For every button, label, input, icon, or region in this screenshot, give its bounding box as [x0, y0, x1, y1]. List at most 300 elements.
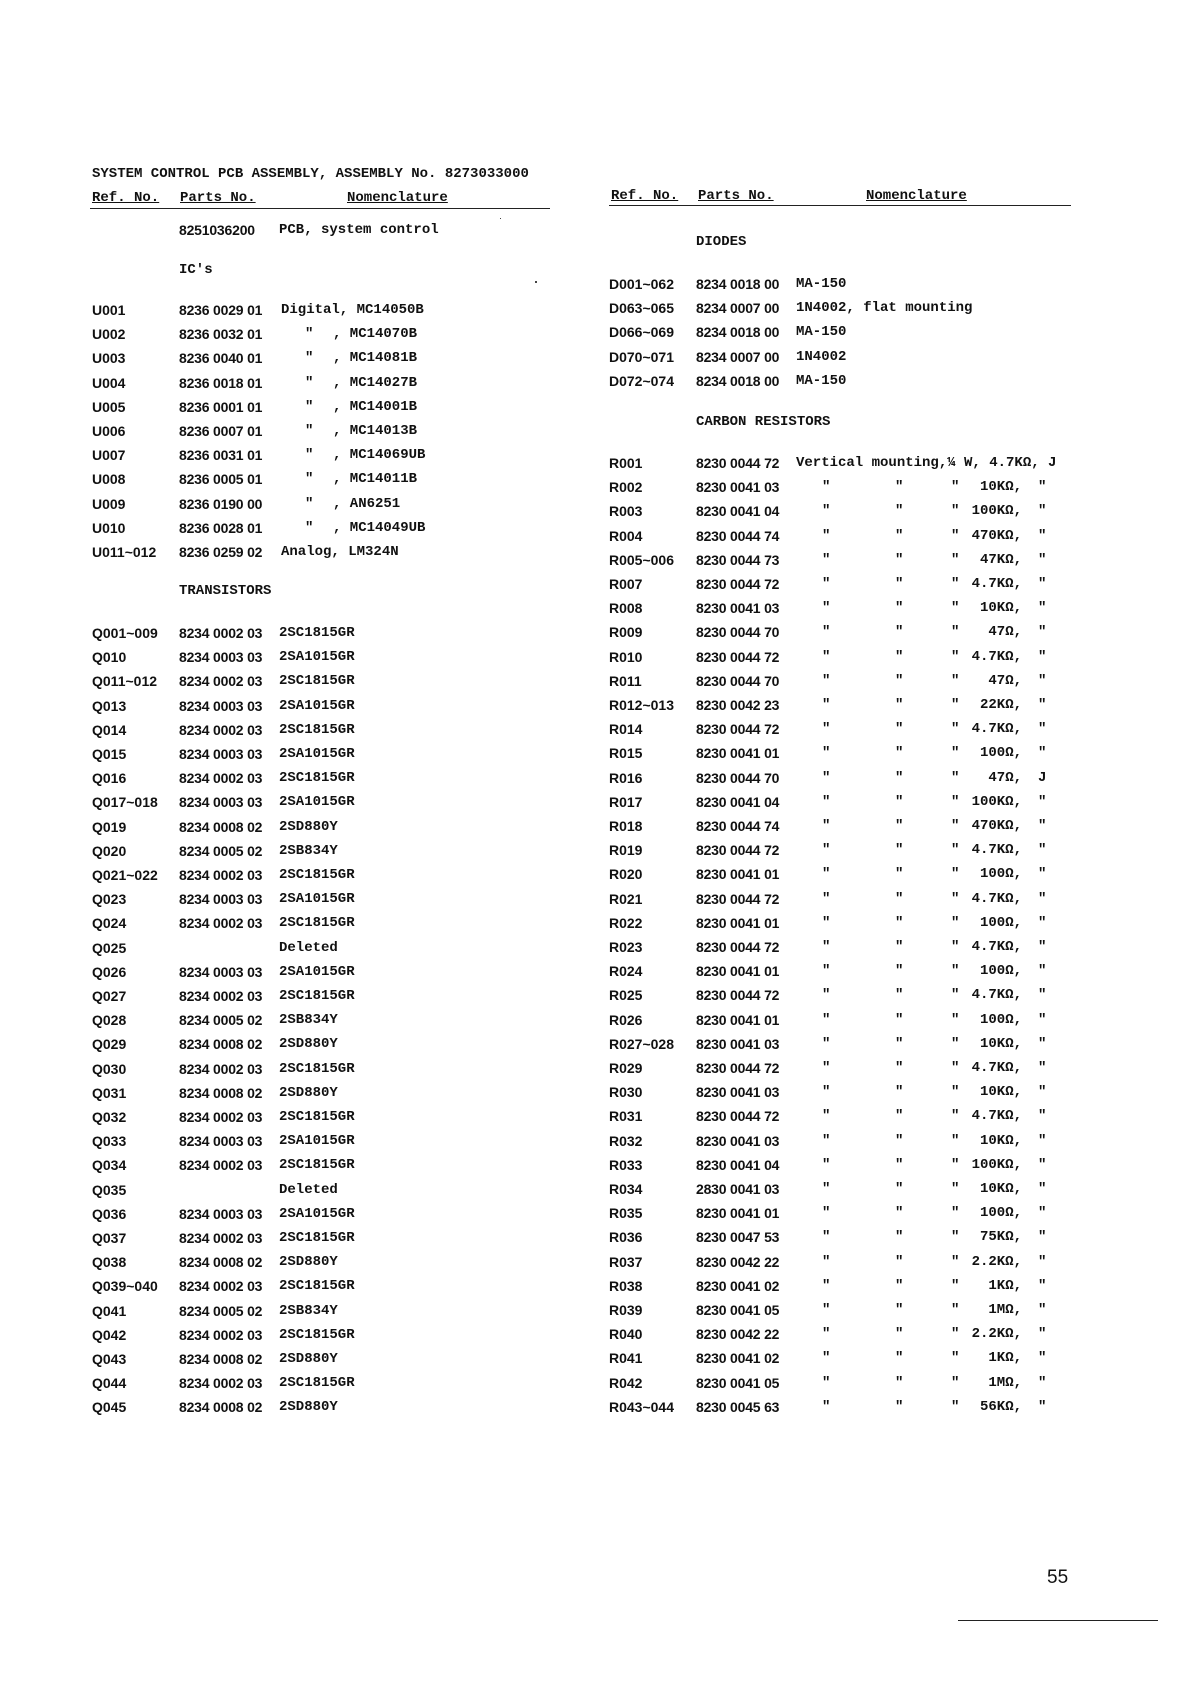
ref-no: R010: [609, 648, 643, 665]
parts-no: 8230 0044 70: [696, 624, 780, 641]
parts-no: 8236 0259 02: [179, 544, 263, 560]
nomenclature: 2SC1815GR: [279, 770, 355, 787]
nomenclature: 2SC1815GR: [279, 1278, 355, 1295]
ref-no: Q042: [92, 1326, 127, 1343]
ditto-mark: ": [1038, 1060, 1047, 1076]
ref-no: R015: [609, 745, 643, 762]
ditto-mark: ": [822, 1253, 831, 1270]
ditto-mark: ": [895, 866, 904, 883]
ref-no: R002: [609, 479, 643, 496]
parts-no: 8236 0031 01: [179, 447, 263, 464]
ditto-mark: ": [1038, 624, 1047, 641]
parts-no: 8234 0003 03: [179, 794, 263, 811]
right-header-nomenclature: Nomenclature: [866, 188, 967, 204]
ditto-mark: ": [951, 963, 960, 980]
nomenclature: 1N4002, flat mounting: [796, 300, 973, 317]
ditto-mark: ": [1038, 1398, 1047, 1415]
carbon-resistors-heading: CARBON RESISTORS: [696, 414, 831, 430]
ditto-mark: ": [895, 551, 904, 568]
nomenclature: , MC14027B: [333, 374, 418, 391]
ref-no: R018: [609, 818, 643, 834]
nomenclature: 2SC1815GR: [279, 721, 355, 738]
nomenclature: 2SC1815GR: [279, 1375, 355, 1392]
ditto-mark: ": [951, 745, 960, 762]
parts-no: 8234 0008 02: [179, 818, 263, 835]
ditto-mark: ": [895, 600, 904, 617]
resistance-value: 100Ω,: [979, 866, 1022, 883]
nomenclature: 2SA1015GR: [279, 1133, 355, 1150]
parts-no: 8230 0047 53: [696, 1229, 780, 1246]
ditto-mark: ": [305, 398, 314, 415]
parts-no: 8230 0044 72: [696, 1060, 780, 1076]
ditto-mark: ": [1038, 1181, 1047, 1197]
ditto-mark: ": [1038, 600, 1047, 617]
parts-no: 8230 0041 03: [696, 479, 780, 496]
resistance-value: 100Ω,: [979, 1011, 1022, 1028]
parts-no: 8230 0044 72: [696, 455, 780, 471]
nomenclature: Deleted: [279, 939, 338, 956]
resistance-value: 47Ω,: [988, 624, 1022, 641]
ref-no: U002: [92, 326, 126, 343]
ditto-mark: ": [1038, 1035, 1047, 1052]
ditto-mark: ": [822, 963, 831, 980]
parts-no: 8234 0003 03: [179, 1205, 263, 1222]
parts-no: 8234 0008 02: [179, 1084, 263, 1101]
ref-no: Q001~009: [92, 625, 158, 641]
nomenclature: , MC14001B: [333, 398, 418, 415]
ref-no: R012~013: [609, 697, 675, 713]
ref-no: U005: [92, 398, 126, 415]
ref-no: Q033: [92, 1133, 127, 1150]
ditto-mark: ": [951, 721, 960, 738]
ditto-mark: ": [951, 1277, 960, 1294]
ditto-mark: ": [895, 1108, 904, 1125]
ditto-mark: ": [1038, 576, 1047, 592]
nomenclature: Vertical mounting,¼ W, 4.7KΩ, J: [796, 455, 1057, 471]
parts-no: 8234 0003 03: [179, 649, 263, 666]
parts-no: 8230 0041 03: [696, 1132, 780, 1149]
parts-no: 8234 0007 00: [696, 348, 780, 365]
resistance-value: 4.7KΩ,: [971, 939, 1022, 955]
ditto-mark: ": [1038, 672, 1047, 689]
parts-no: 8234 0002 03: [179, 770, 263, 787]
diodes-heading: DIODES: [696, 234, 747, 250]
ditto-mark: ": [1038, 963, 1047, 980]
ditto-mark: ": [1038, 1132, 1047, 1149]
ref-no: R008: [609, 600, 643, 617]
parts-no: 8234 0002 03: [179, 1375, 263, 1392]
ditto-mark: ": [822, 576, 831, 592]
ics-heading: IC's: [179, 262, 213, 278]
ref-no: U004: [92, 374, 126, 391]
ditto-mark: ": [895, 1253, 904, 1270]
right-header-ref: Ref. No.: [611, 188, 679, 204]
parts-no: 8234 0002 03: [179, 915, 263, 932]
ditto-mark: ": [895, 697, 904, 713]
ditto-mark: ": [1038, 914, 1047, 931]
ditto-mark: ": [822, 721, 831, 738]
resistance-value: 56KΩ,: [979, 1398, 1022, 1415]
resistance-value: 100Ω,: [979, 963, 1022, 980]
ref-no: Q014: [92, 721, 127, 738]
ditto-mark: ": [822, 1084, 831, 1101]
nomenclature: 2SA1015GR: [279, 649, 355, 666]
parts-no: 8234 0003 03: [179, 1133, 263, 1150]
ref-no: Q038: [92, 1254, 127, 1271]
ditto-mark: ": [822, 527, 831, 544]
ditto-mark: ": [822, 939, 831, 955]
left-header-ref: Ref. No.: [92, 190, 160, 206]
ref-no: R024: [609, 963, 643, 980]
parts-no: 8234 0018 00: [696, 324, 780, 341]
ref-no: R036: [609, 1229, 643, 1246]
ditto-mark: ": [895, 1011, 904, 1028]
ditto-mark: ": [305, 350, 314, 367]
ditto-mark: ": [951, 987, 960, 1004]
parts-no: 8230 0041 04: [696, 503, 780, 520]
ditto-mark: ": [1038, 1253, 1047, 1270]
pcb-parts-no: 8251036200: [179, 222, 255, 238]
parts-no: 8234 0003 03: [179, 697, 263, 714]
ref-no: R023: [609, 939, 643, 955]
nomenclature: 2SD880Y: [279, 1351, 338, 1367]
parts-no: 8236 0018 01: [179, 374, 263, 391]
parts-no: 8230 0045 63: [696, 1398, 780, 1415]
ditto-mark: ": [822, 1181, 831, 1197]
resistance-value: 47KΩ,: [979, 551, 1022, 568]
ref-no: Q030: [92, 1060, 127, 1077]
ditto-mark: ": [1038, 890, 1047, 907]
ref-no: U003: [92, 350, 126, 367]
ditto-mark: ": [822, 745, 831, 762]
ditto-mark: ": [822, 866, 831, 883]
nomenclature: 2SC1815GR: [279, 1060, 355, 1077]
ref-no: Q026: [92, 963, 127, 980]
parts-no: 8234 0002 03: [179, 721, 263, 738]
ditto-mark: ": [895, 1326, 904, 1343]
ref-no: R030: [609, 1084, 643, 1101]
ref-no: R043~044: [609, 1398, 675, 1415]
ditto-mark: ": [895, 818, 904, 834]
parts-no: 8230 0041 03: [696, 1084, 780, 1101]
parts-no: 8234 0007 00: [696, 300, 780, 317]
parts-no: 8234 0018 00: [696, 276, 780, 292]
parts-no: 8230 0044 72: [696, 721, 780, 738]
nomenclature: , AN6251: [333, 495, 401, 512]
ditto-mark: ": [951, 600, 960, 617]
nomenclature: 2SA1015GR: [279, 746, 355, 762]
nomenclature: Deleted: [279, 1181, 338, 1198]
parts-no: 8234 0005 02: [179, 1012, 263, 1029]
ditto-mark: ": [951, 939, 960, 955]
ditto-mark: ": [951, 1302, 960, 1318]
ditto-mark: ": [822, 697, 831, 713]
parts-no: 8234 0002 03: [179, 988, 263, 1004]
ref-no: D072~074: [609, 372, 675, 389]
nomenclature: 2SD880Y: [279, 1399, 338, 1416]
ditto-mark: ": [895, 1205, 904, 1222]
ditto-mark: ": [822, 551, 831, 568]
parts-no: 8230 0041 01: [696, 866, 780, 883]
ditto-mark: ": [822, 890, 831, 907]
ref-no: R032: [609, 1132, 643, 1149]
nomenclature: 2SB834Y: [279, 1012, 338, 1029]
ditto-mark: ": [895, 793, 904, 810]
ref-no: Q036: [92, 1205, 127, 1222]
right-column: [609, 0, 1089, 1683]
parts-no: 8230 0044 72: [696, 890, 780, 907]
ditto-mark: ": [895, 842, 904, 859]
ditto-mark: ": [305, 374, 314, 391]
ditto-mark: ": [305, 326, 314, 343]
left-header-parts: Parts No.: [180, 190, 256, 206]
ditto-mark: ": [895, 1132, 904, 1149]
ditto-mark: ": [895, 503, 904, 520]
resistance-value: 100Ω,: [979, 1205, 1022, 1222]
ref-no: R040: [609, 1326, 643, 1343]
ditto-mark: ": [822, 1132, 831, 1149]
left-column: [92, 0, 572, 1683]
parts-no: 8230 0044 72: [696, 648, 780, 665]
ref-no: R026: [609, 1011, 643, 1028]
parts-no: 8230 0041 01: [696, 914, 780, 931]
ref-no: D070~071: [609, 348, 675, 365]
ref-no: U011~012: [92, 544, 157, 560]
nomenclature: , MC14013B: [333, 423, 418, 439]
ref-no: R037: [609, 1253, 643, 1270]
parts-no: 8236 0029 01: [179, 302, 263, 318]
ref-no: Q025: [92, 939, 127, 956]
parts-no: 8230 0044 72: [696, 939, 780, 955]
ditto-mark: ": [822, 1205, 831, 1222]
parts-no: 8230 0041 05: [696, 1302, 780, 1318]
ditto-mark: ": [951, 1011, 960, 1028]
ref-no: R041: [609, 1350, 643, 1367]
ditto-mark: ": [1038, 1229, 1047, 1246]
nomenclature: 2SC1815GR: [279, 915, 355, 932]
ref-no: R009: [609, 624, 643, 641]
nomenclature: 2SC1815GR: [279, 867, 355, 883]
ditto-mark: ": [1038, 1350, 1047, 1367]
ditto-mark: ": [822, 1011, 831, 1028]
parts-no: 8234 0002 03: [179, 673, 263, 690]
ditto-mark: ": [895, 1035, 904, 1052]
ditto-mark: ": [895, 624, 904, 641]
ditto-mark: ": [895, 939, 904, 955]
resistance-value: 22KΩ,: [979, 697, 1022, 713]
left-header-nomenclature: Nomenclature: [347, 190, 448, 206]
nomenclature: MA-150: [796, 276, 847, 292]
ref-no: Q037: [92, 1230, 127, 1246]
ref-no: R004: [609, 527, 643, 544]
ditto-mark: ": [895, 648, 904, 665]
parts-no: 8236 0032 01: [179, 326, 263, 343]
ditto-mark: ": [895, 1350, 904, 1367]
resistance-value: 4.7KΩ,: [971, 648, 1022, 665]
ditto-mark: ": [1038, 1374, 1047, 1391]
resistance-value: 1MΩ,: [988, 1374, 1022, 1391]
ref-no: R001: [609, 455, 643, 471]
ref-no: Q011~012: [92, 673, 158, 690]
nomenclature: 2SC1815GR: [279, 1230, 355, 1246]
resistance-value: 2.2KΩ,: [971, 1253, 1022, 1270]
ref-no: Q041: [92, 1302, 127, 1319]
parts-no: 8234 0002 03: [179, 1278, 263, 1295]
nomenclature: MA-150: [796, 372, 847, 389]
parts-no: 8236 0190 00: [179, 495, 263, 512]
parts-no: 8230 0041 01: [696, 1011, 780, 1028]
parts-no: 8230 0041 03: [696, 600, 780, 617]
resistance-value: 4.7KΩ,: [971, 842, 1022, 859]
resistance-value: 100Ω,: [979, 745, 1022, 762]
parts-no: 8236 0001 01: [179, 398, 263, 415]
ditto-mark: ": [951, 576, 960, 592]
ditto-mark: ": [1038, 1084, 1047, 1101]
ditto-mark: ": [305, 519, 314, 536]
nomenclature: 2SC1815GR: [279, 1157, 355, 1174]
ditto-mark: ": [1038, 697, 1047, 713]
parts-no: 8230 0044 72: [696, 842, 780, 859]
ditto-mark: ": [895, 987, 904, 1004]
resistance-value: 100KΩ,: [971, 793, 1022, 810]
ditto-mark: ": [822, 1035, 831, 1052]
resistance-value: 100KΩ,: [971, 503, 1022, 520]
parts-no: 8234 0005 02: [179, 842, 263, 859]
ditto-mark: ": [951, 1035, 960, 1052]
ditto-mark: ": [951, 842, 960, 859]
ditto-mark: ": [1038, 1326, 1047, 1343]
nomenclature: 2SC1815GR: [279, 1109, 355, 1125]
ditto-mark: ": [822, 793, 831, 810]
ref-no: R014: [609, 721, 643, 738]
nomenclature: MA-150: [796, 324, 847, 341]
ditto-mark: ": [951, 1229, 960, 1246]
parts-no: 8234 0002 03: [179, 1060, 263, 1077]
ditto-mark: ": [305, 447, 314, 464]
ditto-mark: ": [951, 503, 960, 520]
parts-no: 8230 0044 72: [696, 576, 780, 592]
ref-no: R027~028: [609, 1035, 675, 1052]
page-title: SYSTEM CONTROL PCB ASSEMBLY, ASSEMBLY No. 8273033000: [92, 166, 529, 182]
ditto-mark: ": [951, 914, 960, 931]
nomenclature: 2SC1815GR: [279, 625, 355, 641]
ref-no: R038: [609, 1277, 643, 1294]
resistance-value: 10KΩ,: [979, 1181, 1022, 1197]
parts-no: 8230 0044 70: [696, 769, 780, 786]
ditto-mark: ": [895, 1181, 904, 1197]
ref-no: R016: [609, 769, 643, 786]
ditto-mark: ": [1038, 551, 1047, 568]
ref-no: U001: [92, 302, 126, 318]
ditto-mark: ": [895, 1398, 904, 1415]
ditto-mark: ": [895, 963, 904, 980]
ditto-mark: ": [951, 551, 960, 568]
resistance-value: 75KΩ,: [979, 1229, 1022, 1246]
resistance-value: 47Ω,: [988, 769, 1022, 786]
ditto-mark: ": [951, 624, 960, 641]
ref-no: U010: [92, 519, 126, 536]
parts-no: 8230 0044 74: [696, 527, 780, 544]
right-header-parts: Parts No.: [698, 188, 774, 204]
scan-speck: [535, 281, 537, 283]
nomenclature: 2SD880Y: [279, 1036, 338, 1053]
parts-no: 8230 0041 01: [696, 963, 780, 980]
nomenclature: 2SD880Y: [279, 818, 338, 835]
ref-no: Q024: [92, 915, 127, 932]
ditto-mark: ": [895, 1060, 904, 1076]
nomenclature: 2SA1015GR: [279, 963, 355, 980]
parts-no: 8234 0005 02: [179, 1302, 263, 1319]
parts-no: 8230 0042 23: [696, 697, 780, 713]
nomenclature: 2SB834Y: [279, 842, 338, 859]
ditto-mark: ": [895, 672, 904, 689]
ditto-mark: ": [1038, 1205, 1047, 1222]
nomenclature: , MC14049UB: [333, 519, 426, 536]
parts-no: 8236 0007 01: [179, 423, 263, 439]
parts-no: 8236 0028 01: [179, 519, 263, 536]
ditto-mark: ": [822, 1277, 831, 1294]
parts-no: 8234 0008 02: [179, 1399, 263, 1416]
resistance-value: 10KΩ,: [979, 479, 1022, 496]
ref-no: Q028: [92, 1012, 127, 1029]
ditto-mark: ": [951, 866, 960, 883]
ref-no: Q013: [92, 697, 127, 714]
parts-no: 8234 0008 02: [179, 1036, 263, 1053]
ref-no: R017: [609, 793, 643, 810]
ref-no: U008: [92, 471, 126, 488]
ditto-mark: ": [305, 495, 314, 512]
ditto-mark: ": [951, 1181, 960, 1197]
ref-no: U007: [92, 447, 126, 464]
resistance-value: 4.7KΩ,: [971, 890, 1022, 907]
parts-no: 8234 0003 03: [179, 746, 263, 762]
ref-no: R005~006: [609, 551, 675, 568]
ditto-mark: ": [951, 769, 960, 786]
ditto-mark: ": [895, 890, 904, 907]
ditto-mark: ": [822, 624, 831, 641]
ditto-mark: ": [1038, 648, 1047, 665]
ditto-mark: ": [951, 527, 960, 544]
parts-no: 8230 0041 02: [696, 1350, 780, 1367]
ditto-mark: ": [895, 1156, 904, 1173]
ref-no: Q015: [92, 746, 127, 762]
ditto-mark: ": [1038, 793, 1047, 810]
ditto-mark: ": [895, 527, 904, 544]
ditto-mark: ": [822, 1060, 831, 1076]
ditto-mark: ": [822, 769, 831, 786]
resistance-value: 2.2KΩ,: [971, 1326, 1022, 1343]
ref-no: R025: [609, 987, 643, 1004]
ditto-mark: ": [822, 914, 831, 931]
ditto-mark: ": [895, 1084, 904, 1101]
parts-no: 8234 0002 03: [179, 867, 263, 883]
ref-no: Q045: [92, 1399, 127, 1416]
transistors-heading: TRANSISTORS: [179, 583, 272, 599]
ditto-mark: ": [1038, 818, 1047, 834]
ditto-mark: ": [951, 697, 960, 713]
parts-no: 8230 0044 70: [696, 672, 780, 689]
ditto-mark: ": [822, 1229, 831, 1246]
ditto-mark: ": [951, 1374, 960, 1391]
ditto-mark: ": [1038, 527, 1047, 544]
parts-no: 8234 0002 03: [179, 625, 263, 641]
ref-no: R029: [609, 1060, 643, 1076]
ref-no: R035: [609, 1205, 643, 1222]
nomenclature: , MC14081B: [333, 350, 418, 367]
ditto-mark: ": [1038, 987, 1047, 1004]
footer-rule: [958, 1620, 1158, 1621]
ref-no: U006: [92, 423, 126, 439]
